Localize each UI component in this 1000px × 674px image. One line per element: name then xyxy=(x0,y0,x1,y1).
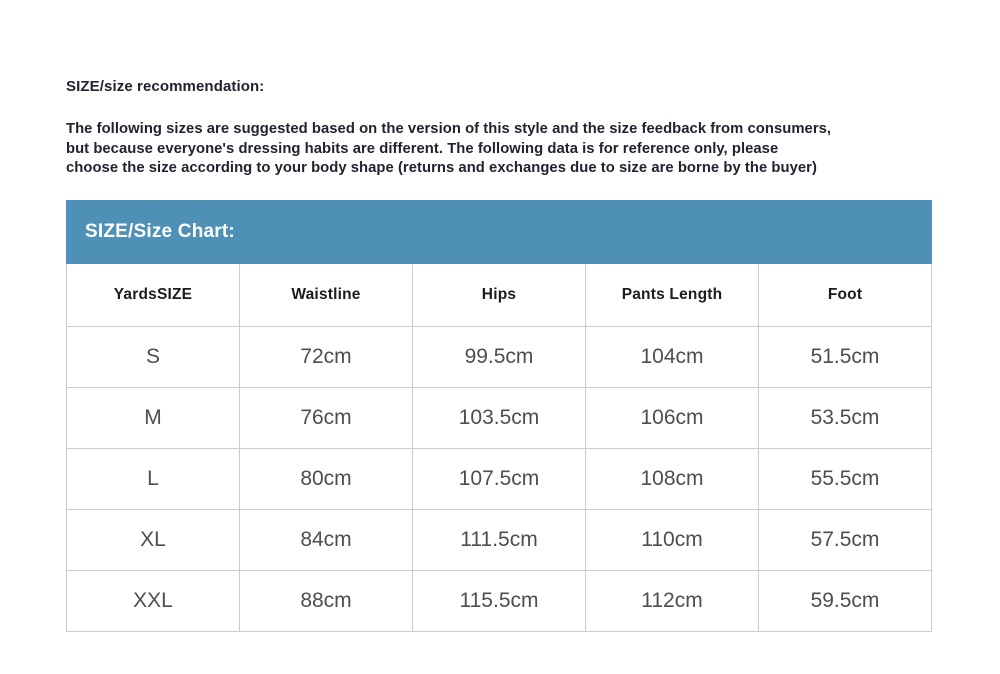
cell-size: S xyxy=(67,327,240,388)
column-header-pants-length: Pants Length xyxy=(586,264,759,327)
cell-foot: 57.5cm xyxy=(759,510,932,571)
cell-foot: 51.5cm xyxy=(759,327,932,388)
cell-pants-length: 104cm xyxy=(586,327,759,388)
table-row-l xyxy=(67,449,932,510)
cell-size: L xyxy=(67,449,240,510)
cell-pants-length: 112cm xyxy=(586,571,759,632)
section-title: SIZE/size recommendation: xyxy=(66,78,265,95)
cell-hips: 107.5cm xyxy=(413,449,586,510)
column-header-waistline: Waistline xyxy=(240,264,413,327)
size-chart-banner xyxy=(66,200,932,264)
size-chart xyxy=(66,200,932,633)
column-header-foot: Foot xyxy=(759,264,932,327)
size-chart-table xyxy=(66,264,932,633)
cell-pants-length: 110cm xyxy=(586,510,759,571)
cell-waistline: 88cm xyxy=(240,571,413,632)
cell-waistline: 84cm xyxy=(240,510,413,571)
cell-waistline: 76cm xyxy=(240,388,413,449)
cell-waistline: 72cm xyxy=(240,327,413,388)
cell-hips: 103.5cm xyxy=(413,388,586,449)
table-row-xxl xyxy=(67,571,932,632)
cell-hips: 115.5cm xyxy=(413,571,586,632)
table-row-xl xyxy=(67,510,932,571)
cell-size: XL xyxy=(67,510,240,571)
table-body xyxy=(67,327,932,632)
description-line: but because everyone's dressing habits are different. The following data is for reference only, please xyxy=(66,140,779,157)
cell-hips: 99.5cm xyxy=(413,327,586,388)
cell-hips: 111.5cm xyxy=(413,510,586,571)
table-row-m xyxy=(67,388,932,449)
cell-foot: 53.5cm xyxy=(759,388,932,449)
cell-waistline: 80cm xyxy=(240,449,413,510)
cell-foot: 59.5cm xyxy=(759,571,932,632)
cell-foot: 55.5cm xyxy=(759,449,932,510)
column-header-hips: Hips xyxy=(413,264,586,327)
cell-pants-length: 108cm xyxy=(586,449,759,510)
cell-size: M xyxy=(67,388,240,449)
table-row-s xyxy=(67,327,932,388)
size-chart-banner-title: SIZE/Size Chart: xyxy=(85,220,235,242)
header-row xyxy=(67,264,932,327)
table-header xyxy=(67,264,932,327)
description-line: choose the size according to your body shape (returns and exchanges due to size are borne by the buyer) xyxy=(66,160,817,176)
description-line: The following sizes are suggested based on the version of this style and the size feedback from consumers, xyxy=(66,121,832,137)
cell-pants-length: 106cm xyxy=(586,388,759,449)
section-description xyxy=(66,120,934,179)
column-header-size: YardsSIZE xyxy=(67,264,240,327)
cell-size: XXL xyxy=(67,571,240,632)
